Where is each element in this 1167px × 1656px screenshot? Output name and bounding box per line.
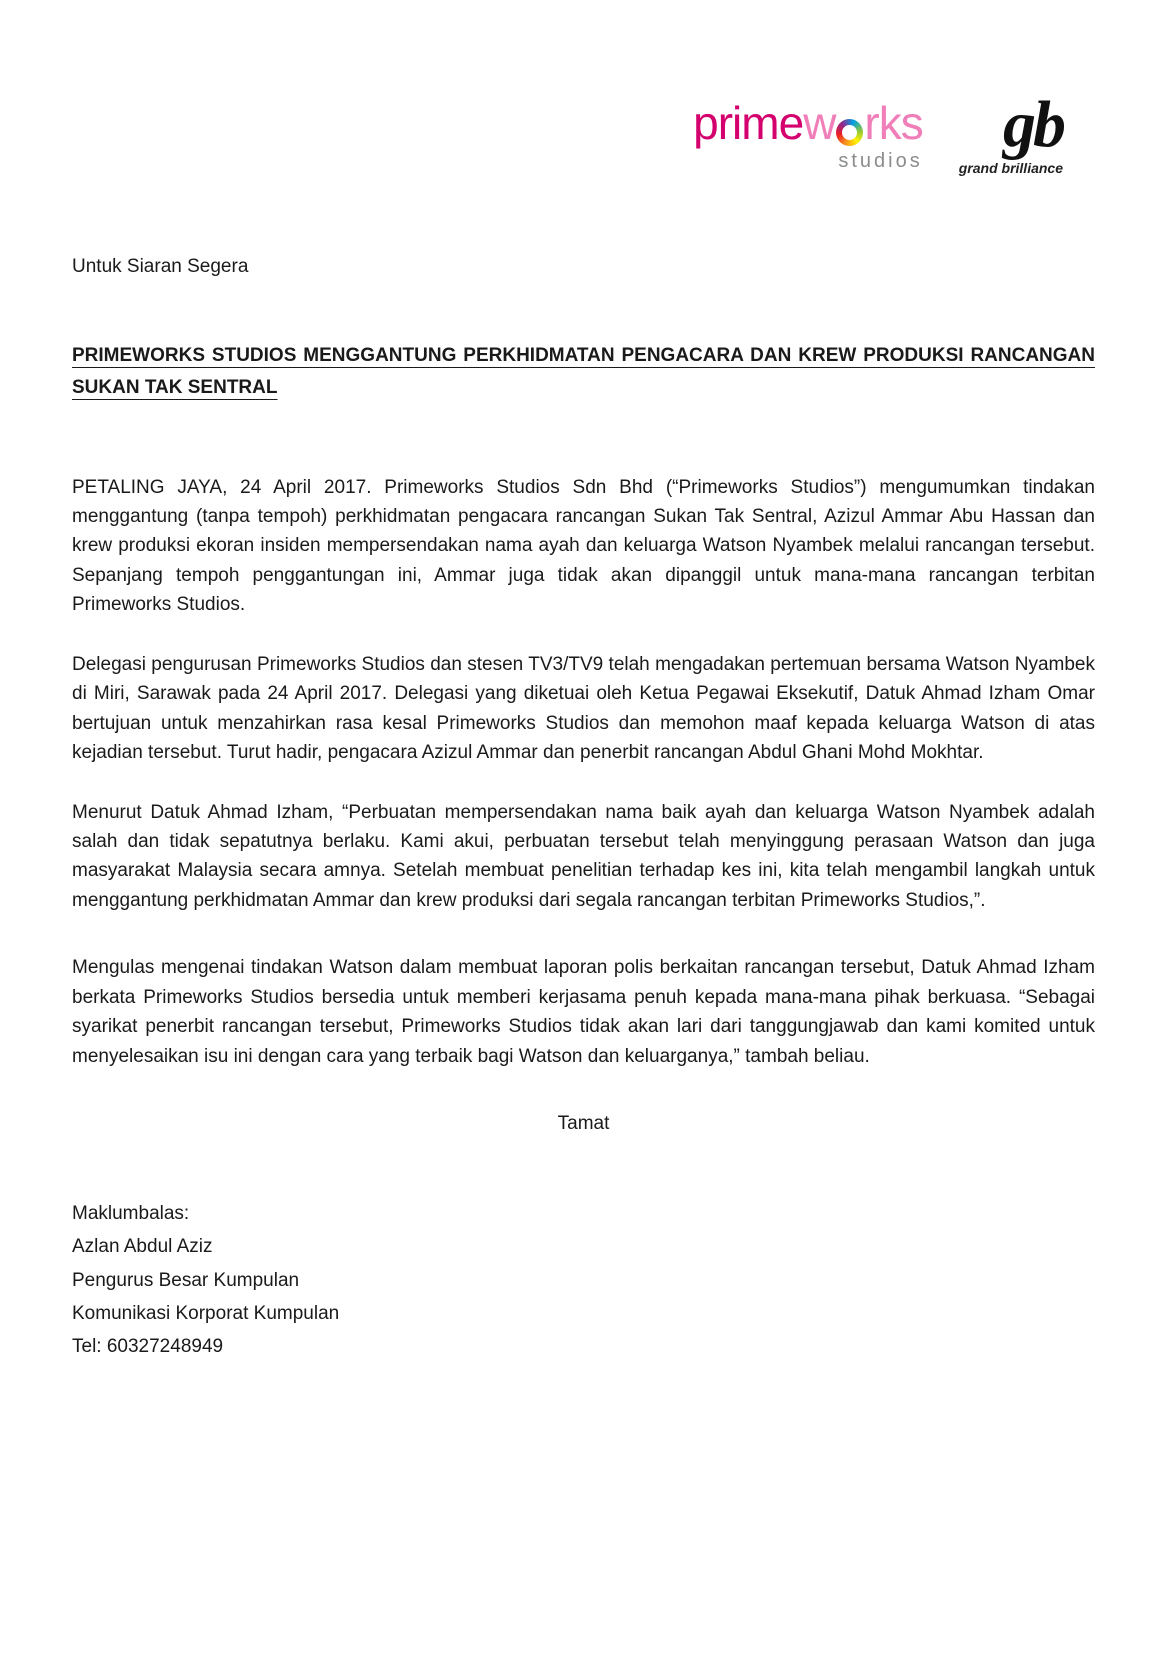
contact-telephone: Tel: 60327248949 (72, 1336, 224, 1358)
logo-header (72, 88, 1095, 176)
press-release-title: PRIMEWORKS STUDIOS MENGGANTUNG PERKHIDMATAN PENGACARA DAN KREW PRODUKSI RANCANGAN SUKAN TAK SENTRAL (72, 345, 1095, 399)
primeworks-wordmark-w: w (803, 97, 836, 149)
primeworks-logo (693, 97, 923, 173)
grand-brilliance-label: grand brilliance (958, 160, 1063, 176)
contact-name: Azlan Abdul Aziz (72, 1236, 213, 1258)
paragraph-1: PETALING JAYA, 24 April 2017. Primeworks Studios Sdn Bhd (“Primeworks Studios”) mengumumkan tindakan menggantung (tanpa tempoh) perkhidmatan pengacara rancangan Sukan Tak Sentral, Azizul Ammar Abu Hassan dan krew produksi ekoran insiden mempersendakan nama ayah dan keluarga Watson Nyambek melalui rancangan tersebut. Sepanjang tempoh penggantungan ini, Ammar juga tidak akan dipanggil untuk mana-mana rancangan terbitan Primeworks Studios. (72, 476, 1095, 616)
primeworks-studios-label: studios (838, 150, 923, 172)
contact-department: Komunikasi Korporat Kumpulan (72, 1302, 340, 1324)
primeworks-wordmark-rks: rks (864, 97, 923, 149)
primeworks-wordmark (693, 97, 923, 149)
paragraph-2: Delegasi pengurusan Primeworks Studios dan stesen TV3/TV9 telah mengadakan pertemuan bersama Watson Nyambek di Miri, Sarawak pada 24 April 2017. Delegasi yang diketuai oleh Ketua Pegawai Eksekutif, Datuk Ahmad Izham Omar bertujuan untuk menzahirkan rasa kesal Primeworks Studios dan memohon maaf kepada keluarga Watson di atas kejadian tersebut. Turut hadir, pengacara Azizul Ammar dan penerbit rancangan Abdul Ghani Mohd Mokhtar. (72, 653, 1095, 764)
paragraph-4: Mengulas mengenai tindakan Watson dalam membuat laporan polis berkaitan rancangan tersebut, Datuk Ahmad Izham berkata Primeworks Studios bersedia untuk memberi kerjasama penuh kepada mana-mana pihak berkuasa. “Sebagai syarikat penerbit rancangan tersebut, Primeworks Studios tidak akan lari dari tanggungjawab dan kami komited untuk menyelesaikan isu ini dengan cara yang terbaik bagi Watson dan keluarganya,” tambah beliau. (72, 957, 1095, 1067)
primeworks-wordmark-prime: prime (693, 97, 804, 149)
press-release-page (0, 88, 1167, 1363)
press-release-body (72, 473, 1095, 1071)
rainbow-o-icon (836, 119, 863, 146)
contact-block (72, 1197, 1095, 1363)
release-line: Untuk Siaran Segera (72, 256, 249, 277)
grand-brilliance-logo (958, 88, 1063, 176)
gb-monogram: gb (1003, 88, 1063, 161)
contact-label: Maklumbalas: (72, 1203, 190, 1225)
contact-role: Pengurus Besar Kumpulan (72, 1269, 300, 1291)
end-marker: Tamat (557, 1113, 610, 1135)
paragraph-3: Menurut Datuk Ahmad Izham, “Perbuatan mempersendakan nama baik ayah dan keluarga Watson Nyambek adalah salah dan tidak sepatutnya berlaku. Kami akui, perbuatan tersebut telah menyinggung perasaan Watson dan juga masyarakat Malaysia secara amnya. Setelah membuat penelitian terhadap kes ini, kita telah mengambil langkah untuk menggantung perkhidmatan Ammar dan krew produksi dari segala rancangan terbitan Primeworks Studios,”. (72, 801, 1095, 911)
